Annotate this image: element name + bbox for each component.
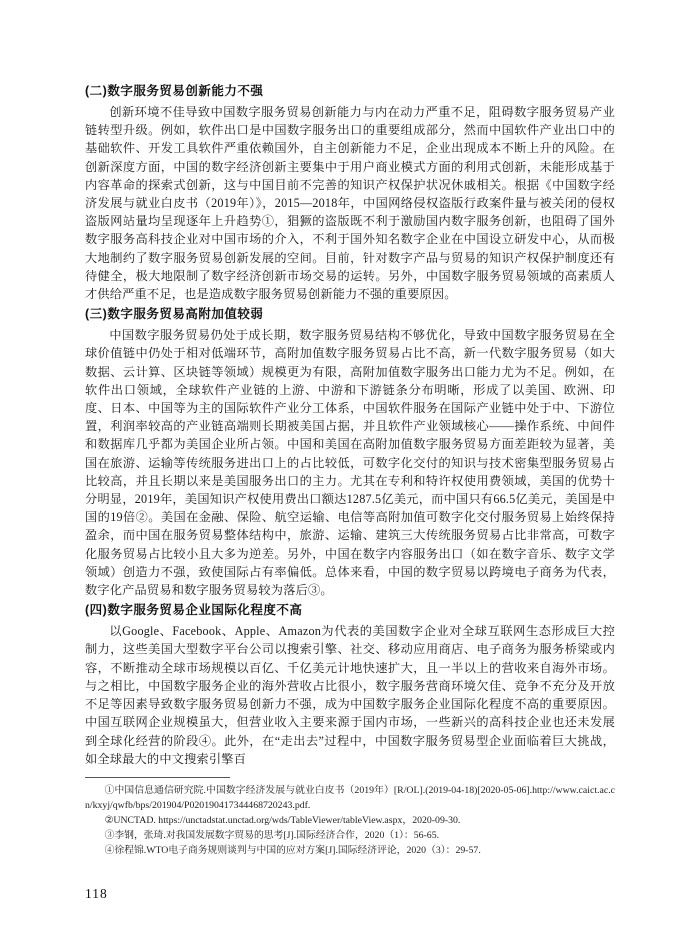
footnote-separator-rule: [85, 777, 230, 778]
section-heading-3: (三)数字服务贸易高附加值较弱: [85, 307, 264, 322]
section-3-paragraph: 中国数字服务贸易仍处于成长期，数字服务贸易结构不够优化，导致中国数字服务贸易在全球价值链中仍处于相对低端环节，高附加值数字服务贸易占比不高，新一代数字服务贸易（如大数据、云计算、区块链等领域）规模更为有限，高附加值数字服务出口能力尤为不足。例如，在软件出口领域，全球软件产业链的上游、中游和下游链条分布明晰，形成了以美国、欧洲、印度、日本、中国等为主的国际软件产业分工体系，中国软件服务在国际产业链中处于中、下游位置，利润率较高的产业链高端则长期被美国占据，并且软件产业领域核心——操作系统、中间件和数据库几乎都为美国企业所占领。中国和美国在高附加值数字服务贸易方面差距较为显著，美国在旅游、运输等传统服务进出口上的占比较低，可数字化交付的知识与技术密集型服务贸易占比较高，并且长期以来是美国服务出口的主力。尤其在专利和特许权使用费领域，美国的优势十分明显，2019年，美国知识产权使用费出口额达1287.5亿美元，而中国只有66.5亿美元，美国是中国的19倍②。美国在金融、保险、航空运输、电信等高附加值可数字化交付服务贸易上始终保持盈余，而中国在服务贸易整体结构中，旅游、运输、建筑三大传统服务贸易占比非常高，可数字化服务贸易占比较小且大多为逆差。另外，中国在数字内容服务出口（如在数字音乐、数字文学领域）创造力不强，致使国际占有率偏低。总体来看，中国的数字贸易以跨境电子商务为代表，数字化产品贸易和数字服务贸易较为落后③。: [85, 328, 615, 598]
footnotes-block: [85, 777, 615, 858]
section-2-paragraph: 创新环境不佳导致中国数字服务贸易创新能力与内在动力严重不足，阻碍数字服务贸易产业链转型升级。例如，软件出口是中国数字服务出口的重要组成部分，然而中国软件产业出口中的基础软件、开发工具软件严重依赖国外，自主创新能力不足，企业出现成本不断上升的风险。在创新深度方面，中国的数字经济创新主要集中于用户商业模式方面的利用式创新，未能形成基于内容革命的探索式创新，这与中国目前不完善的知识产权保护状况休戚相关。根据《中国数字经济发展与就业白皮书（2019年）》，2015—2018年，中国网络侵权盗版行政案件量与被关闭的侵权盗版网站量均呈现逐年上升趋势①，猖獗的盗版既不利于激励国内数字服务创新，也阻碍了国外数字服务高科技企业对中国市场的介入，不利于国外知名数字企业在中国设立研发中心，从而极大地制约了数字服务贸易创新发展的空间。目前，针对数字产品与贸易的知识产权保护制度还有待健全，极大地限制了数字经济创新市场交易的运转。另外，中国数字服务贸易领域的高素质人才供给严重不足，也是造成数字服务贸易创新能力不强的重要原因。: [85, 105, 615, 302]
footnote-4: ④徐程锦.WTO电子商务规则谈判与中国的应对方案[J].国际经济评论，2020（3）：29-57.: [104, 844, 481, 856]
section-heading-2: (二)数字服务贸易创新能力不强: [85, 84, 264, 98]
section-4-paragraph: 以Google、Facebook、Apple、Amazon为代表的美国数字企业对全球互联网生态形成巨大控制力，这些美国大型数字平台公司以搜索引擎、社交、移动应用商店、电子商务为服务桥梁或内容，不断推动全球市场规模以百亿、千亿美元计地快速扩大，且一半以上的营收来自海外市场。与之相比，中国数字服务企业的海外营收占比很小，数字服务营商环境欠佳、竞争不充分及开放不足等因素导致数字服务贸易创新力不强，成为中国数字服务企业国际化程度不高的重要原因。中国互联网企业规模虽大，但营业收入主要来源于国内市场，一些新兴的高科技企业也还未发展到全球化经营的阶段④。此外，在“走出去”过程中，中国数字服务贸易型企业面临着巨大挑战，如全球最大的中文搜索引擎百: [85, 624, 615, 766]
footnote-2: ②UNCTAD. https://unctadstat.unctad.org/wds/TableViewer/tableView.aspx，2020-09-30.: [104, 814, 461, 826]
text-block: [85, 82, 615, 858]
section-heading-4: (四)数字服务贸易企业国际化程度不高: [85, 603, 303, 618]
footnote-1: ①中国信息通信研究院.中国数字经济发展与就业白皮书（2019年）[R/OL].(2019-04-18)[2020-05-06].http://www.caict.ac.cn/kxyj/qwfb/bps/201904/P020190417344468720243.pdf.: [85, 784, 615, 811]
page-number: 118: [85, 886, 108, 901]
footnote-3: ③李钢，张琦.对我国发展数字贸易的思考[J].国际经济合作，2020（1）：56-65.: [104, 829, 440, 841]
